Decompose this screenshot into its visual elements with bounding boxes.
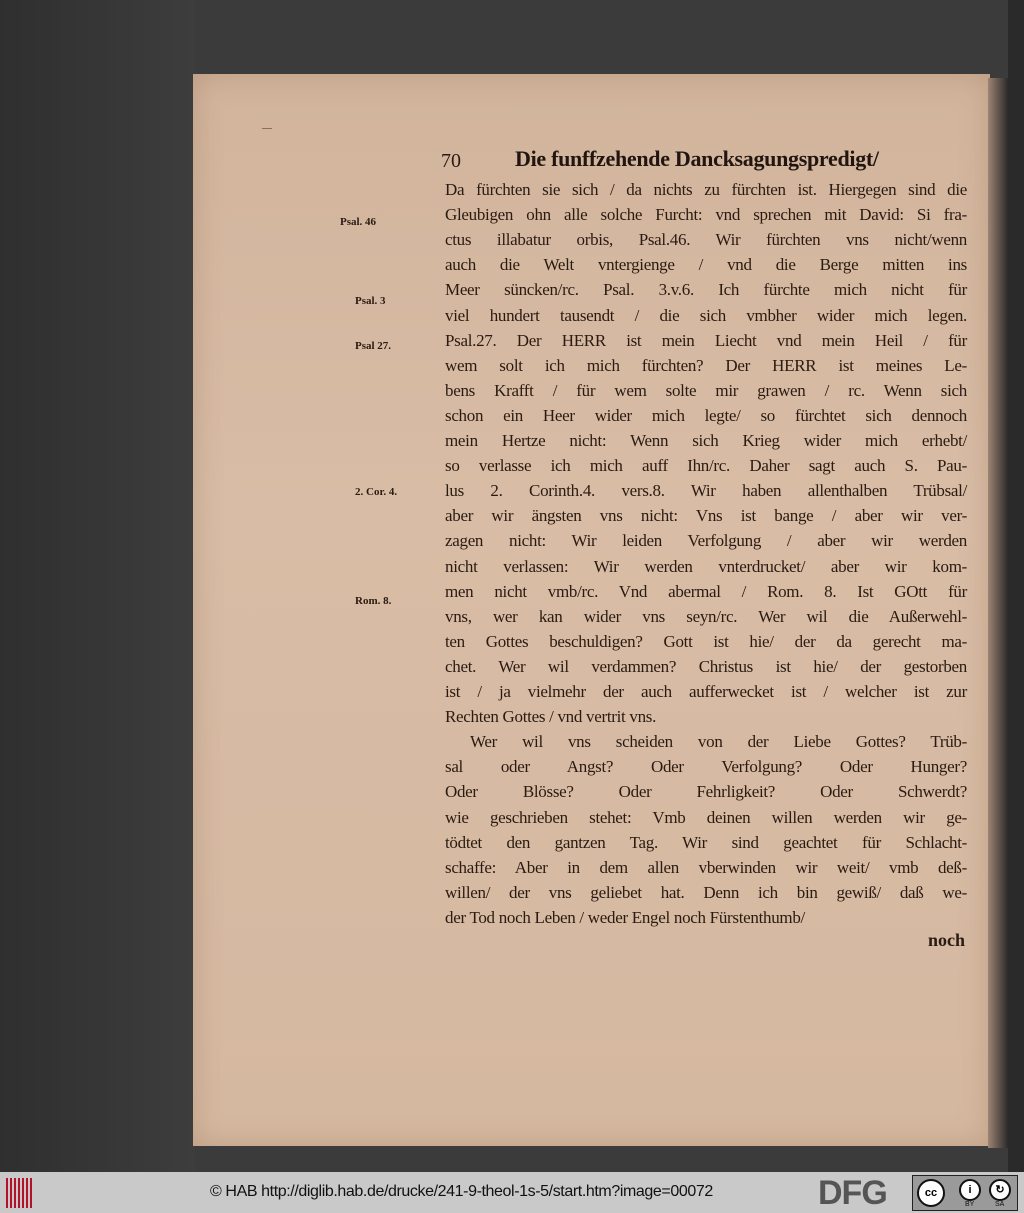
margin-note: Psal. 3 [355, 295, 386, 307]
text-line: men nicht vmb/rc. Vnd abermal / Rom. 8. Ist GOtt für [445, 581, 967, 601]
margin-note: 2. Cor. 4. [355, 486, 398, 498]
text-line: ctus illabatur orbis, Psal.46. Wir fürchten vns nicht/wenn [445, 230, 967, 250]
text-line: ten Gottes beschuldigen? Gott ist hie/ der da gerecht ma- [445, 631, 967, 651]
text-line: tödtet den gantzen Tag. Wir sind geachtet für Schlacht- [445, 832, 967, 852]
text-line: Oder Blösse? Oder Fehrligkeit? Oder Schwerdt? [445, 782, 967, 802]
scan-background [0, 0, 195, 1172]
copyright-link[interactable]: © HAB http://diglib.hab.de/drucke/241-9-theol-1s-5/start.htm?image=00072 [210, 1183, 713, 1200]
text-line: lus 2. Corinth.4. vers.8. Wir haben allenthalben Trübsal/ [445, 481, 967, 501]
margin-note: Psal. 46 [340, 216, 377, 228]
sa-label: SA [995, 1201, 1005, 1208]
by-attribution-icon: i [959, 1179, 981, 1201]
text-line: der Tod noch Leben / weder Engel noch Fürstenthumb/ [445, 907, 805, 927]
cc-license-badge[interactable] [912, 1175, 1018, 1211]
text-line: nicht verlassen: Wir werden vnterdrucket/ aber wir kom- [445, 556, 967, 576]
text-line: so verlasse ich mich auff Ihn/rc. Daher sagt auch S. Pau- [445, 456, 967, 476]
text-line: wem solt ich mich fürchten? Der HERR ist meines Le- [445, 355, 967, 375]
text-line: mein Hertze nicht: Wenn sich Krieg wider mich erhebt/ [445, 431, 967, 450]
text-line: Rechten Gottes / vnd vertrit vns. [445, 707, 657, 727]
sa-share-alike-icon: ↻ [989, 1179, 1011, 1201]
text-line: zagen nicht: Wir leiden Verfolgung / aber wir werden [445, 531, 967, 551]
text-line: bens Krafft / für wem solte mir grawen / rc. Wenn sich [445, 380, 967, 400]
margin-note: Psal 27. [355, 340, 392, 352]
text-line: ist / ja vielmehr der auch aufferwecket ist / welcher ist zur [445, 682, 967, 701]
text-line: sal oder Angst? Oder Verfolgung? Oder Hunger? [445, 757, 967, 777]
text-line: chet. Wer wil verdammen? Christus ist hie/ der gestorben [445, 656, 967, 676]
text-line: Gleubigen ohn alle solche Furcht: vnd sprechen mit David: Si fra- [445, 205, 967, 225]
scan-background-right [1008, 0, 1024, 1172]
text-line: Meer süncken/rc. Psal. 3.v.6. Ich fürchte mich nicht für [445, 280, 967, 300]
text-line: Psal.27. Der HERR ist mein Liecht vnd mein Heil / für [445, 330, 967, 350]
hab-logo-icon [6, 1178, 34, 1208]
dfg-logo: DFG [818, 1174, 887, 1212]
text-line: Da fürchten sie sich / da nichts zu fürchten ist. Hiergegen sind die [445, 180, 967, 199]
text-line: wie geschrieben stehet: Vmb deinen willen werden wir ge- [445, 807, 967, 827]
catchword: noch [928, 930, 966, 950]
text-line: aber wir ängsten vns nicht: Vns ist bange / aber wir ver- [445, 506, 967, 526]
text-line: vns, wer kan wider vns seyn/rc. Wer wil die Außerwehl- [445, 606, 967, 626]
text-line: schon ein Heer wider mich legte/ so fürchtet sich dennoch [445, 405, 967, 425]
cc-icon: cc [917, 1179, 945, 1207]
text-line: Wer wil vns scheiden von der Liebe Gottes? Trüb- [470, 732, 967, 752]
text-line: viel hundert tausendt / die sich vmbher wider mich legen. [445, 305, 967, 325]
margin-mark [262, 128, 272, 129]
page-edge [988, 78, 1008, 1148]
running-title: Die funffzehende Dancksagungspredigt/ [515, 146, 879, 171]
text-line: schaffe: Aber in dem allen vberwinden wir weit/ vmb deß- [445, 857, 967, 877]
text-line: auch die Welt vntergienge / vnd die Berge mitten ins [445, 255, 967, 275]
page-number: 70 [441, 150, 461, 172]
footer-bar [0, 1172, 1024, 1213]
by-label: BY [965, 1201, 975, 1208]
text-line: willen/ der vns geliebet hat. Denn ich bin gewiß/ daß we- [445, 882, 967, 902]
margin-note: Rom. 8. [355, 595, 392, 607]
